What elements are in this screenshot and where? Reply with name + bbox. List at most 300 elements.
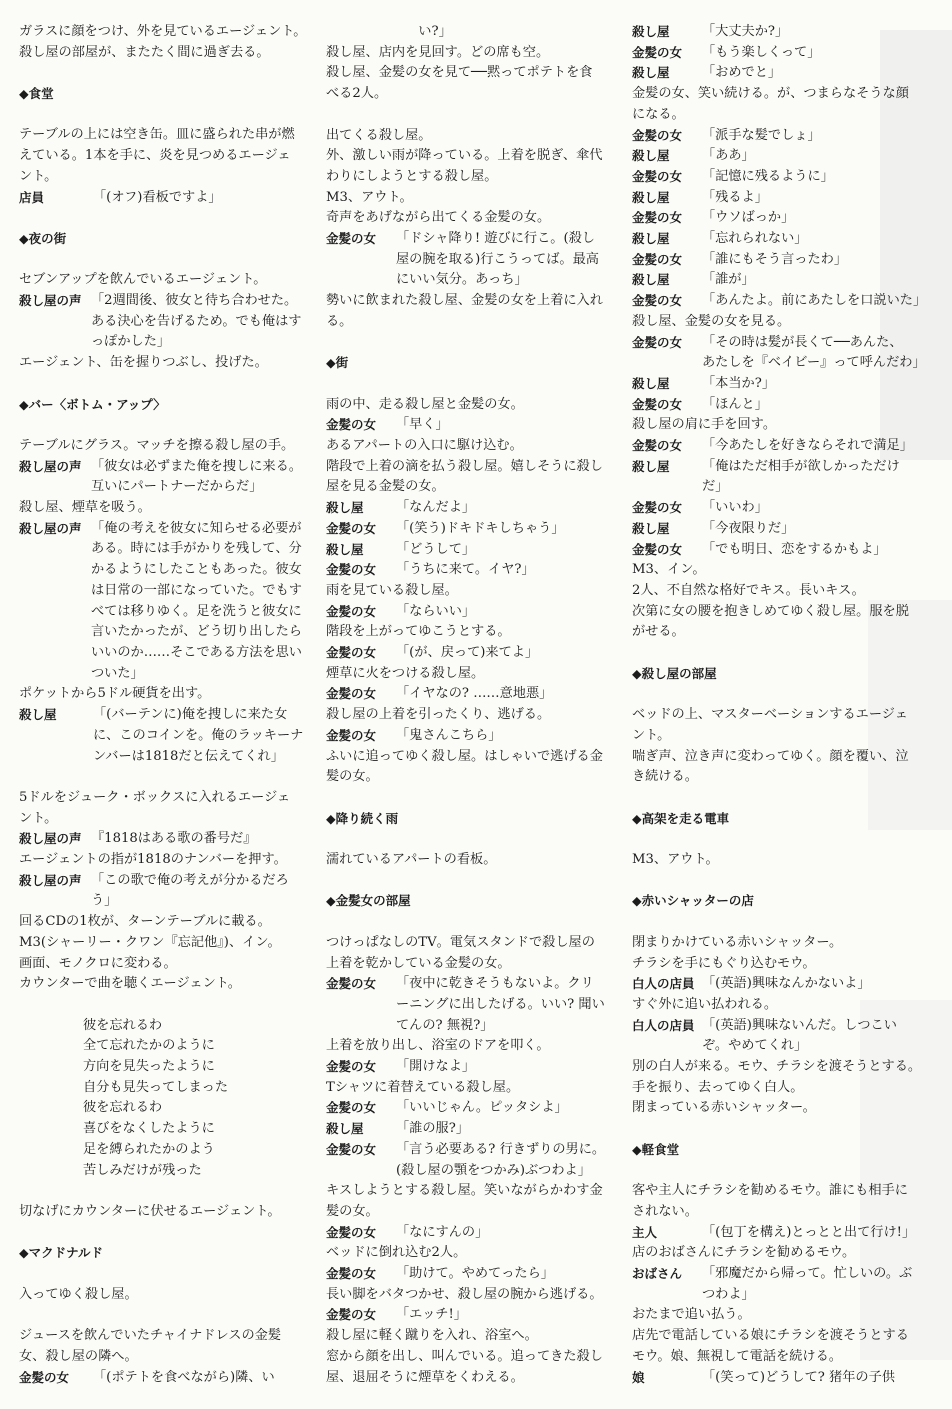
dialogue-line: 「鬼さんこちら」 bbox=[396, 727, 502, 743]
dialogue-line: 「ドシャ降り! 遊びに行こ。(殺し bbox=[396, 231, 595, 247]
speaker-name: 金髪の女 bbox=[326, 1100, 377, 1116]
dialogue-line: 「(包丁を構え)とっとと出て行け!」 bbox=[702, 1224, 916, 1240]
blank-line bbox=[19, 1264, 307, 1285]
dialogue-line: ンバーは1818だと伝えてくれ」 bbox=[93, 748, 284, 764]
action-line: テーブルにグラス。マッチを擦る殺し屋の手。 bbox=[19, 437, 295, 453]
action-line: 殺し屋の上着を引ったくり、逃げる。 bbox=[326, 707, 551, 723]
dialogue-line: 「(が、戻って)来てよ」 bbox=[396, 645, 539, 661]
blank-line bbox=[19, 415, 307, 436]
dialogue-text bbox=[396, 643, 538, 664]
dialogue-text bbox=[396, 1119, 469, 1140]
action-line: M3、アウト。 bbox=[632, 852, 719, 868]
dialogue-text bbox=[91, 291, 301, 353]
dialogue-block bbox=[326, 1140, 610, 1181]
action-line: 屋を見る金髪の女。 bbox=[326, 479, 445, 495]
dialogue-block bbox=[632, 436, 912, 457]
dialogue-text bbox=[702, 250, 847, 271]
speaker-name: 殺し屋 bbox=[632, 272, 670, 288]
dialogue-line: 屋の腕を取る)行こうってば。最高 bbox=[396, 251, 599, 267]
dialogue-line: かるようにしたこともあった。彼女 bbox=[91, 562, 302, 578]
speaker-name: 殺し屋の声 bbox=[19, 872, 82, 888]
action-line: 客や主人にチラシを勧めるモウ。誰にも相手に bbox=[632, 1183, 908, 1199]
speaker-name: 殺し屋 bbox=[632, 148, 670, 164]
dialogue-block bbox=[632, 208, 912, 229]
speaker-name: 殺し屋 bbox=[326, 1121, 364, 1137]
action-line: 上着を放り出し、浴室のドアを叩く。 bbox=[326, 1038, 550, 1054]
dialogue-text bbox=[702, 229, 808, 250]
dialogue-line: 「派手な髪でしょ」 bbox=[702, 127, 821, 143]
dialogue-text bbox=[396, 498, 475, 519]
speaker-name: 金髪の女 bbox=[326, 686, 377, 702]
speaker-name: 金髪の女 bbox=[326, 520, 377, 536]
action-line: セブンアップを飲んでいるエージェント。 bbox=[19, 272, 267, 288]
blank-line bbox=[19, 767, 307, 788]
speaker-name: 金髪の女 bbox=[632, 210, 683, 226]
action-line: 閉まりかけている赤いシャッター。 bbox=[632, 934, 843, 950]
dialogue-line: 「(英語)興味ないんだ。しつこい bbox=[702, 1017, 897, 1033]
action-line: 回るCDの1枚が、ターンテーブルに載る。 bbox=[19, 914, 271, 930]
speaker-name: 金髪の女 bbox=[326, 231, 377, 247]
dialogue-block bbox=[632, 167, 912, 188]
action-line: い?」 bbox=[326, 24, 452, 39]
dialogue-block bbox=[632, 974, 912, 995]
scene-heading: ◆降り続く雨 bbox=[326, 810, 399, 826]
action-line: ント。 bbox=[19, 168, 58, 184]
column-right bbox=[632, 22, 927, 1388]
blank-line bbox=[19, 63, 307, 84]
dialogue-text bbox=[396, 1098, 568, 1119]
action-line: モウ。娘、無視して電話を続ける。 bbox=[632, 1348, 842, 1364]
action-line: 手を振り、去ってゆく白人。 bbox=[632, 1079, 804, 1095]
dialogue-block bbox=[326, 1119, 610, 1140]
dialogue-text bbox=[702, 1368, 895, 1389]
dialogue-line: ある。時には手がかりを残して、分 bbox=[91, 541, 302, 557]
lyric-line: 全て忘れたかのように bbox=[83, 1038, 215, 1054]
lyric-line: 足を縛られたかのよう bbox=[83, 1141, 215, 1157]
speaker-name: 金髪の女 bbox=[632, 251, 683, 267]
blank-line bbox=[19, 250, 307, 271]
dialogue-line: 「ああ」 bbox=[702, 148, 755, 164]
dialogue-line: ある決心を告げるため。でも俺はす bbox=[91, 313, 302, 329]
dialogue-line: にいい気分。あっち」 bbox=[396, 272, 528, 288]
speaker-name: 金髪の女 bbox=[326, 727, 377, 743]
scene-heading: ◆夜の街 bbox=[19, 230, 67, 246]
action-line: 階段を上がってゆこうとする。 bbox=[326, 624, 511, 640]
dialogue-line: 「誰が」 bbox=[702, 272, 755, 288]
action-line: 殺し屋に軽く蹴りを入れ、浴室へ。 bbox=[326, 1328, 538, 1344]
dialogue-block bbox=[632, 540, 912, 561]
dialogue-text bbox=[702, 519, 794, 540]
action-line: 女、殺し屋の隣へ。 bbox=[19, 1348, 138, 1364]
dialogue-text bbox=[702, 374, 775, 395]
dialogue-line: 「今あたしを好きならそれで満足」 bbox=[702, 438, 913, 454]
dialogue-line: 「なにすんの」 bbox=[396, 1224, 489, 1240]
dialogue-line: 「夜中に乾きそうもないよ。クリ bbox=[396, 976, 594, 992]
speaker-name: 金髪の女 bbox=[326, 603, 377, 619]
dialogue-line: 『1818はある歌の番号だ』 bbox=[91, 831, 257, 847]
speaker-name: 殺し屋 bbox=[326, 541, 364, 557]
speaker-name: 殺し屋の声 bbox=[19, 520, 82, 536]
dialogue-block bbox=[632, 250, 912, 271]
dialogue-line: いいのか……そこである方法を思い bbox=[91, 645, 302, 660]
action-line: 窓から顔を出し、叫んでいる。追ってきた殺し bbox=[326, 1348, 603, 1364]
dialogue-line: 「2週間後、彼女と待ち合わせた。 bbox=[91, 293, 298, 309]
dialogue-block bbox=[632, 1223, 916, 1244]
dialogue-line: は日常の一部になっていた。でもす bbox=[91, 582, 302, 598]
dialogue-text bbox=[396, 540, 475, 561]
dialogue-line: ついた」 bbox=[91, 665, 144, 681]
dialogue-line: 「助けて。やめてったら」 bbox=[396, 1266, 554, 1282]
blank-line bbox=[632, 912, 912, 933]
dialogue-text bbox=[396, 1264, 554, 1285]
dialogue-block bbox=[19, 291, 307, 353]
dialogue-text bbox=[91, 829, 256, 850]
dialogue-block bbox=[326, 415, 610, 436]
dialogue-text bbox=[702, 436, 913, 457]
dialogue-line: 「本当か?」 bbox=[702, 375, 776, 391]
dialogue-line: 「忘れられない」 bbox=[702, 231, 808, 247]
dialogue-block bbox=[632, 146, 912, 167]
action-line: ジュースを飲んでいたチャイナドレスの金髪 bbox=[19, 1328, 282, 1344]
song-lyrics bbox=[19, 1016, 307, 1182]
speaker-name: 殺し屋の声 bbox=[19, 293, 82, 309]
speaker-name: 殺し屋 bbox=[632, 520, 670, 536]
dialogue-line: っぽかした」 bbox=[91, 334, 171, 350]
dialogue-line: 「ならいい」 bbox=[396, 603, 476, 619]
speaker-name: 白人の店員 bbox=[632, 1017, 695, 1033]
dialogue-line: あたしを『ベイビー』って呼んだわ」 bbox=[702, 355, 926, 371]
dialogue-text bbox=[702, 1016, 897, 1057]
action-line: 上着を乾かしている金髪の女。 bbox=[326, 955, 511, 971]
blank-line bbox=[632, 871, 912, 892]
dialogue-block bbox=[326, 560, 610, 581]
scene-heading: ◆金髪女の部屋 bbox=[326, 893, 411, 909]
dialogue-line: べては移りゆく。足を洗うと彼女に bbox=[91, 603, 302, 619]
action-line: 5ドルをジューク・ボックスに入れるエージェ bbox=[19, 789, 291, 805]
dialogue-block bbox=[19, 457, 307, 498]
speaker-name: 殺し屋 bbox=[632, 24, 670, 39]
action-line: ベッドの上、マスターベーションするエージェ bbox=[632, 707, 908, 723]
speaker-name: 金髪の女 bbox=[326, 1307, 377, 1323]
dialogue-block bbox=[19, 705, 307, 767]
action-line: ふいに追ってゆく殺し屋。はしゃいで逃げる金 bbox=[326, 748, 603, 764]
dialogue-line: てんの? 無視?」 bbox=[396, 1017, 494, 1033]
speaker-name: 金髪の女 bbox=[632, 396, 683, 412]
dialogue-line: 「誰の服?」 bbox=[396, 1121, 470, 1137]
lyric-line: 自分も見失ってしまった bbox=[83, 1079, 229, 1095]
dialogue-block bbox=[632, 270, 912, 291]
dialogue-text bbox=[396, 1305, 467, 1326]
dialogue-text bbox=[702, 291, 926, 312]
scene-heading: ◆食堂 bbox=[19, 86, 54, 102]
action-line: 外、激しい雨が降っている。上着を脱ぎ、傘代 bbox=[326, 148, 603, 164]
speaker-name: 金髪の女 bbox=[19, 1369, 70, 1385]
lyric-line: 苦しみだけが残った bbox=[83, 1162, 202, 1178]
column-middle bbox=[326, 22, 610, 1388]
action-line: キスしようとする殺し屋。笑いながらかわす金 bbox=[326, 1183, 603, 1199]
blank-line bbox=[19, 1223, 307, 1244]
action-line: になる。 bbox=[632, 106, 685, 122]
dialogue-line: 「残るよ」 bbox=[702, 189, 768, 205]
dialogue-line: 言いたかったが、どう切り出したら bbox=[91, 624, 302, 640]
action-line: カウンターで曲を聴くエージェント。 bbox=[19, 976, 241, 992]
speaker-name: 主人 bbox=[632, 1224, 658, 1240]
blank-line bbox=[632, 684, 912, 705]
dialogue-line: う」 bbox=[91, 893, 118, 909]
speaker-name: 殺し屋の声 bbox=[19, 458, 82, 474]
blank-line bbox=[632, 1161, 912, 1182]
blank-line bbox=[326, 105, 610, 126]
dialogue-text bbox=[702, 974, 871, 995]
dialogue-block bbox=[19, 871, 307, 912]
action-line: M3、アウト。 bbox=[326, 189, 413, 205]
dialogue-text bbox=[93, 705, 303, 767]
dialogue-block bbox=[326, 974, 610, 1036]
dialogue-block bbox=[632, 291, 927, 312]
dialogue-text bbox=[396, 684, 552, 705]
dialogue-line: だ」 bbox=[702, 479, 729, 495]
speaker-name: 金髪の女 bbox=[326, 417, 377, 433]
dialogue-line: 「今夜限りだ」 bbox=[702, 520, 795, 536]
action-line: えている。1本を手に、炎を見つめるエージェ bbox=[19, 148, 291, 164]
action-line: されない。 bbox=[632, 1203, 698, 1219]
dialogue-line: 「彼女は必ずまた俺を捜しに来る。 bbox=[91, 458, 302, 474]
dialogue-text bbox=[702, 1264, 912, 1305]
dialogue-text bbox=[93, 1368, 275, 1389]
action-line: 切なげにカウンターに伏せるエージェント。 bbox=[19, 1203, 281, 1219]
action-line: 画面、モノクロに変わる。 bbox=[19, 955, 177, 971]
dialogue-text bbox=[396, 726, 502, 747]
dialogue-text bbox=[396, 519, 565, 540]
dialogue-line: ぞ。やめてくれ」 bbox=[702, 1038, 808, 1054]
speaker-name: おばさん bbox=[632, 1266, 683, 1282]
action-line: べる2人。 bbox=[326, 86, 388, 102]
dialogue-block bbox=[326, 602, 610, 623]
dialogue-text bbox=[702, 188, 768, 209]
speaker-name: 金髪の女 bbox=[632, 541, 683, 557]
dialogue-block bbox=[326, 684, 610, 705]
column-left bbox=[19, 22, 307, 1388]
dialogue-line: 「(笑う)ドキドキしちゃう」 bbox=[396, 520, 565, 536]
dialogue-line: 「いいじゃん。ピッタシよ」 bbox=[396, 1100, 568, 1116]
dialogue-text bbox=[702, 540, 887, 561]
action-line: 殺し屋、煙草を吸う。 bbox=[19, 500, 151, 516]
action-line: ベッドに倒れ込む2人。 bbox=[326, 1245, 467, 1261]
dialogue-line: 「俺の考えを彼女に知らせる必要が bbox=[91, 520, 302, 536]
dialogue-block bbox=[632, 22, 912, 43]
action-line: がせる。 bbox=[632, 624, 685, 640]
speaker-name: 殺し屋 bbox=[632, 375, 670, 391]
dialogue-line: 「(英語)興味なんかないよ」 bbox=[702, 976, 871, 992]
dialogue-line: 「ウソばっか」 bbox=[702, 210, 795, 226]
dialogue-text bbox=[702, 1223, 915, 1244]
blank-line bbox=[326, 912, 610, 933]
dialogue-text bbox=[702, 22, 788, 43]
blank-line bbox=[19, 1305, 307, 1326]
scene-heading: ◆バー〈ボトム・アップ〉 bbox=[19, 396, 166, 412]
dialogue-block bbox=[326, 726, 610, 747]
action-line: 殺し屋の肩に手を回す。 bbox=[632, 417, 777, 433]
blank-line bbox=[19, 1181, 307, 1202]
speaker-name: 殺し屋 bbox=[632, 458, 670, 474]
dialogue-block bbox=[632, 498, 912, 519]
action-line: 煙草に火をつける殺し屋。 bbox=[326, 665, 485, 681]
dialogue-block bbox=[326, 1057, 610, 1078]
dialogue-text bbox=[702, 395, 768, 416]
action-line: 次第に女の腰を抱きしめてゆく殺し屋。服を脱 bbox=[632, 603, 909, 619]
action-line: エージェント、缶を握りつぶし、投げた。 bbox=[19, 355, 268, 371]
action-line: あるアパートの入口に駆け込む。 bbox=[326, 438, 523, 454]
action-line: 店先で電話している娘にチラシを渡そうとする bbox=[632, 1328, 909, 1344]
dialogue-block bbox=[19, 1368, 307, 1389]
dialogue-text bbox=[702, 126, 821, 147]
dialogue-line: 「いいわ」 bbox=[702, 500, 768, 516]
dialogue-line: 「邪魔だから帰って。忙しいの。ぶ bbox=[702, 1266, 913, 1282]
dialogue-text bbox=[702, 498, 768, 519]
action-line: 髪の女。 bbox=[326, 769, 379, 785]
dialogue-block bbox=[19, 829, 307, 850]
dialogue-block bbox=[326, 229, 610, 291]
action-line: 雨の中、走る殺し屋と金髪の女。 bbox=[326, 396, 524, 412]
scene-heading: ◆街 bbox=[326, 355, 349, 371]
dialogue-text bbox=[396, 974, 605, 1036]
dialogue-block bbox=[326, 1264, 610, 1285]
dialogue-line: 互いにパートナーだからだ」 bbox=[91, 479, 263, 495]
dialogue-text bbox=[396, 560, 535, 581]
action-line: M3、イン。 bbox=[632, 562, 706, 578]
scene-heading: ◆軽食堂 bbox=[632, 1141, 680, 1157]
action-line: 濡れているアパートの看板。 bbox=[326, 852, 497, 868]
dialogue-block bbox=[326, 643, 610, 664]
blank-line bbox=[632, 1119, 912, 1140]
dialogue-text bbox=[702, 146, 755, 167]
blank-line bbox=[19, 208, 307, 229]
dialogue-text bbox=[91, 519, 302, 685]
dialogue-line: 「エッチ!」 bbox=[396, 1307, 467, 1323]
speaker-name: 金髪の女 bbox=[632, 168, 683, 184]
dialogue-line: に、このコインを。俺のラッキーナ bbox=[93, 727, 304, 743]
action-line: 2人、不自然な格好でキス。長いキス。 bbox=[632, 582, 865, 598]
blank-line bbox=[632, 643, 912, 664]
action-line: 喘ぎ声、泣き声に変わってゆく。顔を覆い、泣 bbox=[632, 748, 909, 764]
dialogue-line: 「なんだよ」 bbox=[396, 500, 476, 516]
action-line: 雨を見ている殺し屋。 bbox=[326, 582, 458, 598]
dialogue-block bbox=[632, 229, 912, 250]
speaker-name: 店員 bbox=[19, 189, 45, 205]
action-line: M3(シャーリー・クワン『忘記他』)、イン。 bbox=[19, 934, 281, 950]
speaker-name: 白人の店員 bbox=[632, 976, 695, 992]
scene-heading: ◆高架を走る電車 bbox=[632, 810, 730, 826]
dialogue-block bbox=[632, 63, 912, 84]
speaker-name: 殺し屋 bbox=[632, 189, 670, 205]
speaker-name: 殺し屋 bbox=[632, 65, 670, 81]
dialogue-block bbox=[19, 519, 307, 685]
dialogue-line: 「もう楽しくって」 bbox=[702, 44, 821, 60]
dialogue-block bbox=[326, 1098, 610, 1119]
lyric-line: 彼を忘れるわ bbox=[83, 1100, 163, 1116]
dialogue-block bbox=[632, 1264, 912, 1305]
dialogue-block bbox=[632, 333, 926, 374]
speaker-name: 金髪の女 bbox=[326, 1224, 377, 1240]
lyric-line: 方向を見失ったように bbox=[83, 1059, 215, 1075]
action-line: 殺し屋の部屋が、またたく間に過ぎ去る。 bbox=[19, 44, 270, 60]
dialogue-block bbox=[326, 1305, 610, 1326]
action-line: 金髪の女、笑い続ける。が、つまらなそうな顔 bbox=[632, 86, 909, 102]
action-line: 殺し屋、店内を見回す。どの席も空。 bbox=[326, 44, 550, 60]
blank-line bbox=[326, 871, 610, 892]
dialogue-text bbox=[702, 270, 755, 291]
dialogue-block bbox=[632, 374, 912, 395]
dialogue-line: 「開けなよ」 bbox=[396, 1059, 476, 1075]
action-line: Tシャツに着替えている殺し屋。 bbox=[326, 1079, 520, 1095]
dialogue-line: 「早く」 bbox=[396, 417, 449, 433]
action-line: 長い脚をバタつかせ、殺し屋の腕から逃げる。 bbox=[326, 1286, 603, 1302]
lyric-line: 喜びをなくしたように bbox=[83, 1121, 215, 1137]
action-line: エージェントの指が1818のナンバーを押す。 bbox=[19, 852, 287, 868]
action-line: 勢いに飲まれた殺し屋、金髪の女を上着に入れ bbox=[326, 293, 603, 309]
dialogue-block bbox=[326, 519, 610, 540]
dialogue-text bbox=[702, 43, 820, 64]
dialogue-block bbox=[326, 498, 610, 519]
scene-heading: ◆殺し屋の部屋 bbox=[632, 665, 717, 681]
dialogue-text bbox=[396, 1057, 475, 1078]
scene-heading: ◆マクドナルド bbox=[19, 1245, 103, 1261]
speaker-name: 殺し屋 bbox=[326, 500, 364, 516]
action-line: すぐ外に追い払われる。 bbox=[632, 996, 778, 1012]
dialogue-line: 「(オフ)看板ですよ」 bbox=[93, 189, 222, 205]
action-line: 奇声をあげながら出てくる金髪の女。 bbox=[326, 210, 551, 226]
speaker-name: 金髪の女 bbox=[326, 1141, 377, 1157]
action-line: 店のおばさんにチラシを勧めるモウ。 bbox=[632, 1245, 856, 1261]
dialogue-line: 「(笑って)どうして? 猪年の子供 bbox=[702, 1369, 895, 1385]
scene-heading: ◆赤いシャッターの店 bbox=[632, 893, 754, 909]
dialogue-line: 「うちに来て。イヤ?」 bbox=[396, 562, 535, 578]
dialogue-line: 「ほんと」 bbox=[702, 396, 768, 412]
dialogue-block bbox=[632, 457, 912, 498]
speaker-name: 金髪の女 bbox=[326, 645, 377, 661]
blank-line bbox=[326, 788, 610, 809]
action-line: 階段で上着の滴を払う殺し屋。嬉しそうに殺し bbox=[326, 458, 603, 474]
action-line: ポケットから5ドル硬貨を出す。 bbox=[19, 686, 211, 702]
action-line: ント。 bbox=[19, 810, 58, 826]
blank-line bbox=[326, 333, 610, 354]
speaker-name: 金髪の女 bbox=[326, 1059, 377, 1075]
dialogue-line: 「大丈夫か?」 bbox=[702, 24, 789, 39]
dialogue-line: 「イヤなの? ……意地悪」 bbox=[396, 686, 553, 702]
dialogue-text bbox=[396, 415, 449, 436]
dialogue-block bbox=[19, 188, 307, 209]
speaker-name: 金髪の女 bbox=[632, 500, 683, 516]
dialogue-text bbox=[702, 167, 834, 188]
action-line: 髪の女。 bbox=[326, 1203, 379, 1219]
speaker-name: 金髪の女 bbox=[632, 127, 683, 143]
dialogue-line: 「言う必要ある? 行きずりの男に。 bbox=[396, 1141, 606, 1157]
dialogue-text bbox=[702, 63, 781, 84]
action-line: ント。 bbox=[632, 727, 671, 743]
speaker-name: 金髪の女 bbox=[326, 976, 377, 992]
dialogue-line: 「でも明日、恋をするかもよ」 bbox=[702, 541, 887, 557]
speaker-name: 殺し屋 bbox=[19, 707, 57, 723]
dialogue-text bbox=[396, 229, 599, 291]
dialogue-line: 「(バーテンに)俺を捜しに来た女 bbox=[93, 707, 288, 723]
dialogue-block bbox=[632, 1368, 912, 1389]
dialogue-line: (殺し屋の顎をつかみ)ぶつわよ」 bbox=[396, 1162, 591, 1178]
blank-line bbox=[632, 788, 912, 809]
dialogue-text bbox=[396, 1140, 605, 1181]
dialogue-text bbox=[702, 457, 900, 498]
dialogue-line: 「その時は髪が長くて──あんた、 bbox=[702, 334, 903, 350]
speaker-name: 金髪の女 bbox=[326, 562, 377, 578]
